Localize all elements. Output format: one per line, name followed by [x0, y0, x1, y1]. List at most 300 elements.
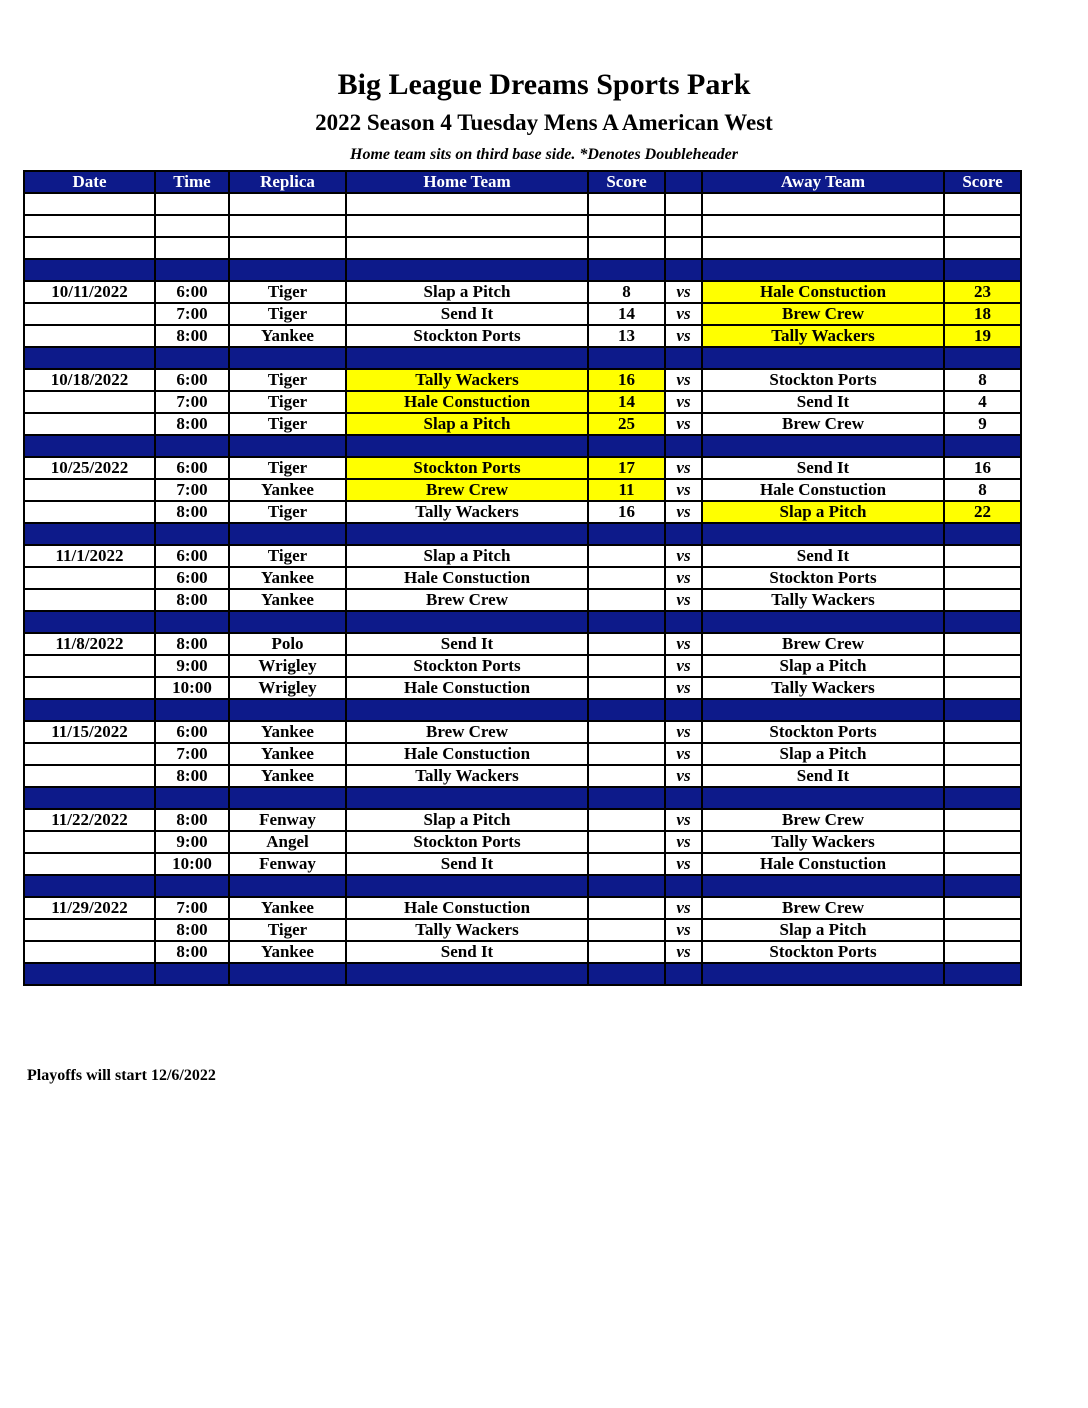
separator-cell	[588, 875, 665, 897]
vs-label: vs	[665, 677, 702, 699]
separator-cell	[24, 875, 155, 897]
game-date	[24, 589, 155, 611]
game-date	[24, 831, 155, 853]
game-row	[24, 655, 1021, 677]
week-separator	[24, 699, 1021, 721]
empty-cell	[24, 193, 155, 215]
home-team: Tally Wackers	[346, 501, 588, 523]
page-title: Big League Dreams Sports Park	[337, 68, 751, 101]
separator-cell	[346, 347, 588, 369]
game-replica: Tiger	[229, 281, 346, 303]
separator-cell	[588, 347, 665, 369]
empty-cell	[155, 193, 229, 215]
home-score	[588, 809, 665, 831]
separator-cell	[665, 259, 702, 281]
separator-cell	[346, 699, 588, 721]
game-time: 7:00	[155, 897, 229, 919]
vs-label: vs	[665, 897, 702, 919]
game-replica: Tiger	[229, 457, 346, 479]
separator-cell	[588, 523, 665, 545]
separator-cell	[155, 435, 229, 457]
game-time: 7:00	[155, 391, 229, 413]
away-team: Stockton Ports	[702, 369, 944, 391]
separator-cell	[665, 963, 702, 985]
header-home-team: Home Team	[346, 171, 588, 193]
schedule-note: Home team sits on third base side. *Denotes Doubleheader	[350, 146, 738, 163]
game-row	[24, 369, 1021, 391]
away-team: Brew Crew	[702, 897, 944, 919]
separator-cell	[702, 259, 944, 281]
game-replica: Wrigley	[229, 677, 346, 699]
game-date	[24, 501, 155, 523]
away-team: Stockton Ports	[702, 941, 944, 963]
home-team: Stockton Ports	[346, 457, 588, 479]
game-replica: Yankee	[229, 721, 346, 743]
separator-cell	[229, 699, 346, 721]
game-row	[24, 743, 1021, 765]
away-team: Slap a Pitch	[702, 655, 944, 677]
header-away-score: Score	[944, 171, 1021, 193]
home-team: Slap a Pitch	[346, 809, 588, 831]
separator-cell	[588, 963, 665, 985]
home-score	[588, 633, 665, 655]
separator-cell	[24, 611, 155, 633]
game-replica: Yankee	[229, 743, 346, 765]
separator-cell	[24, 347, 155, 369]
home-score: 16	[588, 369, 665, 391]
header-row	[24, 171, 1021, 193]
empty-cell	[588, 193, 665, 215]
away-score: 4	[944, 391, 1021, 413]
home-score	[588, 545, 665, 567]
separator-cell	[702, 787, 944, 809]
game-replica: Tiger	[229, 501, 346, 523]
game-time: 8:00	[155, 501, 229, 523]
away-team: Hale Constuction	[702, 853, 944, 875]
separator-cell	[702, 875, 944, 897]
empty-cell	[229, 193, 346, 215]
empty-cell	[155, 215, 229, 237]
game-row	[24, 765, 1021, 787]
week-separator	[24, 523, 1021, 545]
home-team: Send It	[346, 633, 588, 655]
away-score: 19	[944, 325, 1021, 347]
home-score	[588, 765, 665, 787]
game-time: 8:00	[155, 941, 229, 963]
header-date: Date	[24, 171, 155, 193]
game-row	[24, 677, 1021, 699]
vs-label: vs	[665, 567, 702, 589]
game-replica: Yankee	[229, 567, 346, 589]
empty-cell	[346, 237, 588, 259]
separator-cell	[155, 787, 229, 809]
game-time: 6:00	[155, 545, 229, 567]
game-time: 6:00	[155, 567, 229, 589]
vs-label: vs	[665, 589, 702, 611]
empty-cell	[944, 193, 1021, 215]
home-score	[588, 677, 665, 699]
home-score	[588, 897, 665, 919]
home-score	[588, 831, 665, 853]
separator-cell	[588, 787, 665, 809]
empty-cell	[24, 237, 155, 259]
separator-cell	[944, 259, 1021, 281]
game-date	[24, 853, 155, 875]
separator-cell	[702, 523, 944, 545]
home-team: Brew Crew	[346, 589, 588, 611]
away-score: 9	[944, 413, 1021, 435]
home-team: Brew Crew	[346, 479, 588, 501]
week-separator	[24, 259, 1021, 281]
separator-cell	[24, 963, 155, 985]
away-score: 16	[944, 457, 1021, 479]
game-date: 11/22/2022	[24, 809, 155, 831]
game-date	[24, 567, 155, 589]
away-score: 8	[944, 369, 1021, 391]
home-score	[588, 589, 665, 611]
separator-cell	[155, 611, 229, 633]
game-date	[24, 941, 155, 963]
home-team: Hale Constuction	[346, 743, 588, 765]
game-time: 6:00	[155, 369, 229, 391]
away-team: Send It	[702, 545, 944, 567]
separator-cell	[155, 875, 229, 897]
game-time: 10:00	[155, 677, 229, 699]
game-time: 8:00	[155, 589, 229, 611]
game-time: 8:00	[155, 809, 229, 831]
separator-cell	[346, 523, 588, 545]
home-score: 25	[588, 413, 665, 435]
empty-cell	[346, 193, 588, 215]
game-date: 11/15/2022	[24, 721, 155, 743]
home-team: Hale Constuction	[346, 677, 588, 699]
game-row	[24, 281, 1021, 303]
away-score	[944, 721, 1021, 743]
game-date: 10/25/2022	[24, 457, 155, 479]
game-replica: Wrigley	[229, 655, 346, 677]
home-team: Slap a Pitch	[346, 545, 588, 567]
week-separator	[24, 963, 1021, 985]
game-time: 8:00	[155, 413, 229, 435]
separator-cell	[229, 611, 346, 633]
game-replica: Yankee	[229, 897, 346, 919]
away-score	[944, 655, 1021, 677]
game-replica: Tiger	[229, 919, 346, 941]
away-team: Tally Wackers	[702, 677, 944, 699]
game-row	[24, 501, 1021, 523]
game-time: 6:00	[155, 281, 229, 303]
game-replica: Polo	[229, 633, 346, 655]
game-row	[24, 831, 1021, 853]
away-score	[944, 743, 1021, 765]
separator-cell	[702, 435, 944, 457]
vs-label: vs	[665, 633, 702, 655]
home-team: Send It	[346, 941, 588, 963]
away-score: 18	[944, 303, 1021, 325]
separator-cell	[702, 699, 944, 721]
game-replica: Yankee	[229, 479, 346, 501]
game-row	[24, 721, 1021, 743]
game-time: 8:00	[155, 633, 229, 655]
schedule-body	[24, 193, 1021, 985]
game-time: 7:00	[155, 303, 229, 325]
game-replica: Tiger	[229, 391, 346, 413]
vs-label: vs	[665, 303, 702, 325]
game-replica: Fenway	[229, 809, 346, 831]
away-team: Slap a Pitch	[702, 743, 944, 765]
vs-label: vs	[665, 325, 702, 347]
vs-label: vs	[665, 743, 702, 765]
game-time: 9:00	[155, 655, 229, 677]
vs-label: vs	[665, 479, 702, 501]
game-replica: Tiger	[229, 413, 346, 435]
away-team: Brew Crew	[702, 809, 944, 831]
separator-cell	[229, 347, 346, 369]
vs-label: vs	[665, 853, 702, 875]
vs-label: vs	[665, 941, 702, 963]
home-score: 11	[588, 479, 665, 501]
home-score	[588, 743, 665, 765]
header-away-team: Away Team	[702, 171, 944, 193]
away-team: Tally Wackers	[702, 325, 944, 347]
game-date: 10/18/2022	[24, 369, 155, 391]
game-date	[24, 479, 155, 501]
vs-label: vs	[665, 655, 702, 677]
week-separator	[24, 435, 1021, 457]
vs-label: vs	[665, 809, 702, 831]
separator-cell	[702, 347, 944, 369]
home-team: Slap a Pitch	[346, 413, 588, 435]
separator-cell	[944, 963, 1021, 985]
game-row	[24, 589, 1021, 611]
home-score: 14	[588, 391, 665, 413]
game-row	[24, 919, 1021, 941]
vs-label: vs	[665, 457, 702, 479]
game-row	[24, 391, 1021, 413]
empty-cell	[665, 215, 702, 237]
game-time: 7:00	[155, 479, 229, 501]
game-replica: Tiger	[229, 369, 346, 391]
away-team: Hale Constuction	[702, 479, 944, 501]
week-separator	[24, 611, 1021, 633]
empty-cell	[702, 193, 944, 215]
separator-cell	[944, 611, 1021, 633]
game-date: 10/11/2022	[24, 281, 155, 303]
game-row	[24, 941, 1021, 963]
game-date: 11/29/2022	[24, 897, 155, 919]
header-time: Time	[155, 171, 229, 193]
game-date	[24, 743, 155, 765]
away-team: Tally Wackers	[702, 589, 944, 611]
separator-cell	[588, 611, 665, 633]
game-date	[24, 677, 155, 699]
home-score	[588, 567, 665, 589]
away-team: Stockton Ports	[702, 567, 944, 589]
away-team: Slap a Pitch	[702, 501, 944, 523]
game-date	[24, 303, 155, 325]
separator-cell	[665, 523, 702, 545]
separator-cell	[346, 611, 588, 633]
home-team: Tally Wackers	[346, 369, 588, 391]
blank-row	[24, 237, 1021, 259]
game-row	[24, 809, 1021, 831]
away-score	[944, 589, 1021, 611]
away-score: 23	[944, 281, 1021, 303]
game-replica: Yankee	[229, 765, 346, 787]
playoffs-note: Playoffs will start 12/6/2022	[27, 1067, 216, 1084]
game-date	[24, 919, 155, 941]
separator-cell	[155, 699, 229, 721]
separator-cell	[229, 435, 346, 457]
vs-label: vs	[665, 545, 702, 567]
separator-cell	[24, 435, 155, 457]
game-replica: Tiger	[229, 545, 346, 567]
game-time: 7:00	[155, 743, 229, 765]
empty-cell	[665, 193, 702, 215]
away-score	[944, 567, 1021, 589]
separator-cell	[702, 611, 944, 633]
home-score: 16	[588, 501, 665, 523]
game-row	[24, 413, 1021, 435]
week-separator	[24, 347, 1021, 369]
separator-cell	[944, 699, 1021, 721]
away-score	[944, 831, 1021, 853]
home-team: Hale Constuction	[346, 567, 588, 589]
separator-cell	[229, 787, 346, 809]
empty-cell	[229, 215, 346, 237]
separator-cell	[346, 435, 588, 457]
away-score	[944, 919, 1021, 941]
separator-cell	[944, 435, 1021, 457]
separator-cell	[588, 699, 665, 721]
vs-label: vs	[665, 831, 702, 853]
separator-cell	[944, 347, 1021, 369]
header-vs	[665, 171, 702, 193]
game-replica: Yankee	[229, 941, 346, 963]
home-score: 8	[588, 281, 665, 303]
separator-cell	[944, 523, 1021, 545]
away-team: Send It	[702, 765, 944, 787]
separator-cell	[665, 435, 702, 457]
game-row	[24, 853, 1021, 875]
separator-cell	[346, 963, 588, 985]
game-row	[24, 457, 1021, 479]
away-score	[944, 765, 1021, 787]
separator-cell	[24, 787, 155, 809]
separator-cell	[702, 963, 944, 985]
game-time: 6:00	[155, 721, 229, 743]
game-row	[24, 545, 1021, 567]
game-date	[24, 765, 155, 787]
separator-cell	[155, 523, 229, 545]
separator-cell	[24, 699, 155, 721]
game-replica: Angel	[229, 831, 346, 853]
vs-label: vs	[665, 391, 702, 413]
away-score	[944, 545, 1021, 567]
away-score: 8	[944, 479, 1021, 501]
home-team: Tally Wackers	[346, 919, 588, 941]
vs-label: vs	[665, 281, 702, 303]
away-team: Hale Constuction	[702, 281, 944, 303]
home-team: Send It	[346, 853, 588, 875]
empty-cell	[702, 237, 944, 259]
home-team: Tally Wackers	[346, 765, 588, 787]
separator-cell	[665, 699, 702, 721]
header-home-score: Score	[588, 171, 665, 193]
home-team: Stockton Ports	[346, 655, 588, 677]
separator-cell	[665, 611, 702, 633]
separator-cell	[665, 787, 702, 809]
separator-cell	[346, 259, 588, 281]
empty-cell	[155, 237, 229, 259]
separator-cell	[229, 963, 346, 985]
game-date	[24, 655, 155, 677]
vs-label: vs	[665, 501, 702, 523]
home-team: Slap a Pitch	[346, 281, 588, 303]
empty-cell	[944, 237, 1021, 259]
empty-cell	[588, 237, 665, 259]
away-score	[944, 809, 1021, 831]
separator-cell	[155, 963, 229, 985]
away-score	[944, 941, 1021, 963]
game-row	[24, 633, 1021, 655]
separator-cell	[229, 523, 346, 545]
away-team: Brew Crew	[702, 633, 944, 655]
vs-label: vs	[665, 919, 702, 941]
empty-cell	[702, 215, 944, 237]
game-date: 11/8/2022	[24, 633, 155, 655]
game-date	[24, 413, 155, 435]
page-subtitle: 2022 Season 4 Tuesday Mens A American West	[315, 110, 773, 135]
home-team: Stockton Ports	[346, 325, 588, 347]
game-time: 10:00	[155, 853, 229, 875]
separator-cell	[665, 347, 702, 369]
home-team: Send It	[346, 303, 588, 325]
empty-cell	[665, 237, 702, 259]
home-score	[588, 919, 665, 941]
game-time: 8:00	[155, 325, 229, 347]
schedule-table	[23, 170, 1022, 986]
game-row	[24, 897, 1021, 919]
separator-cell	[665, 875, 702, 897]
separator-cell	[944, 787, 1021, 809]
game-row	[24, 325, 1021, 347]
separator-cell	[588, 259, 665, 281]
separator-cell	[229, 259, 346, 281]
home-score	[588, 655, 665, 677]
away-score	[944, 677, 1021, 699]
game-time: 9:00	[155, 831, 229, 853]
separator-cell	[24, 523, 155, 545]
game-date	[24, 391, 155, 413]
home-team: Brew Crew	[346, 721, 588, 743]
empty-cell	[588, 215, 665, 237]
separator-cell	[229, 875, 346, 897]
away-team: Send It	[702, 457, 944, 479]
game-row	[24, 303, 1021, 325]
blank-row	[24, 193, 1021, 215]
game-replica: Tiger	[229, 303, 346, 325]
away-team: Brew Crew	[702, 413, 944, 435]
vs-label: vs	[665, 721, 702, 743]
game-replica: Fenway	[229, 853, 346, 875]
game-replica: Yankee	[229, 325, 346, 347]
separator-cell	[346, 787, 588, 809]
week-separator	[24, 787, 1021, 809]
separator-cell	[155, 259, 229, 281]
away-score	[944, 633, 1021, 655]
separator-cell	[944, 875, 1021, 897]
